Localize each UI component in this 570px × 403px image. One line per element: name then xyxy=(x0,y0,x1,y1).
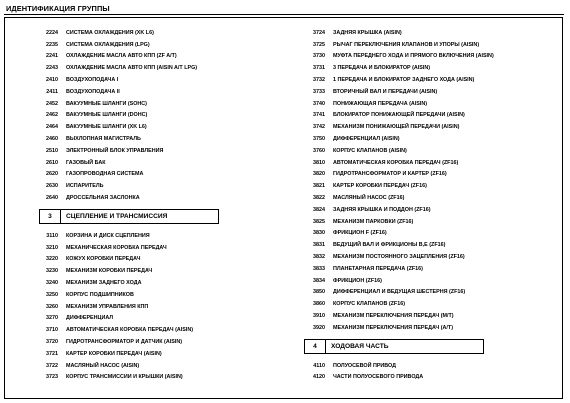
group-code: 3722 xyxy=(46,362,58,369)
section-title: ХОДОВАЯ ЧАСТЬ xyxy=(331,342,389,350)
group-name: ЗАДНЯЯ КРЫШКА (AISIN) xyxy=(333,29,402,36)
group-code: 2630 xyxy=(46,183,58,190)
group-name: КОРПУС КЛАПАНОВ (ZF16) xyxy=(333,301,406,308)
group-code: 3230 xyxy=(46,268,58,275)
group-item[interactable] xyxy=(303,180,565,192)
group-code: 2410 xyxy=(46,77,58,84)
group-code: 3731 xyxy=(313,65,325,72)
section-number: 3 xyxy=(40,210,61,223)
group-code: 3270 xyxy=(46,315,58,322)
group-code: 3732 xyxy=(313,77,325,84)
group-name: МАСЛЯНЫЙ НАСОС (ZF16) xyxy=(333,195,405,202)
group-code: 2510 xyxy=(46,147,58,154)
group-list xyxy=(36,230,294,383)
group-name: КАРТЕР КОРОБКИ ПЕРЕДАЧ (ZF16) xyxy=(333,183,427,190)
group-name: 1 ПЕРЕДАЧА И БЛОКИРАТОР ЗАДНЕГО ХОДА (AISIN) xyxy=(333,77,475,84)
group-name: ДРОССЕЛЬНАЯ ЗАСЛОНКА xyxy=(66,195,140,202)
group-item[interactable] xyxy=(303,298,565,310)
group-code: 3220 xyxy=(46,256,58,263)
group-name: ПЛАНЕТАРНАЯ ПЕРЕДАЧА (ZF16) xyxy=(333,265,423,272)
group-name: МЕХАНИЗМ УПРАВЛЕНИЯ КПП xyxy=(66,303,149,310)
group-item[interactable] xyxy=(36,324,294,336)
group-item[interactable] xyxy=(303,27,565,39)
group-code: 3834 xyxy=(313,277,325,284)
group-code: 3110 xyxy=(46,232,58,239)
group-code: 3821 xyxy=(313,183,325,190)
group-code: 2460 xyxy=(46,136,58,143)
group-code: 3860 xyxy=(313,301,325,308)
group-name: ВОЗДУХОПОДАЧА I xyxy=(66,77,119,84)
group-name: АВТОМАТИЧЕСКАЯ КОРОБКА ПЕРЕДАЧ (AISIN) xyxy=(66,327,194,334)
group-code: 3260 xyxy=(46,303,58,310)
group-name: ПОНИЖАЮЩАЯ ПЕРЕДАЧА (AISIN) xyxy=(333,100,428,107)
group-code: 4110 xyxy=(313,362,325,369)
group-item[interactable] xyxy=(303,360,565,372)
group-name: АВТОМАТИЧЕСКАЯ КОРОБКА ПЕРЕДАЧ (ZF16) xyxy=(333,159,459,166)
group-item[interactable] xyxy=(303,204,565,216)
group-item[interactable] xyxy=(303,74,565,86)
group-list xyxy=(303,27,565,334)
group-name: КОРЗИНА И ДИСК СЦЕПЛЕНИЯ xyxy=(66,232,150,239)
group-code: 2620 xyxy=(46,171,58,178)
group-code: 3750 xyxy=(313,136,325,143)
group-code: 2411 xyxy=(46,88,58,95)
group-item[interactable] xyxy=(303,287,565,299)
group-item[interactable] xyxy=(36,86,294,98)
group-code: 2462 xyxy=(46,112,58,119)
group-list xyxy=(36,27,294,204)
group-code: 3723 xyxy=(46,374,58,381)
group-code: 3742 xyxy=(313,124,325,131)
group-item[interactable] xyxy=(36,133,294,145)
group-item[interactable] xyxy=(303,86,565,98)
group-item[interactable] xyxy=(36,336,294,348)
group-code: 3740 xyxy=(313,100,325,107)
group-name: МЕХАНИЗМ ПОСТОЯННОГО ЗАЦЕПЛЕНИЯ (ZF16) xyxy=(333,254,465,261)
section-title: СЦЕПЛЕНИЕ И ТРАНСМИССИЯ xyxy=(66,212,168,220)
group-code: 3210 xyxy=(46,244,58,251)
group-code: 2243 xyxy=(46,65,58,72)
group-name: КОРПУС ТРАНСМИССИИ И КРЫШКИ (AISIN) xyxy=(66,374,183,381)
group-name: КОРПУС КЛАПАНОВ (AISIN) xyxy=(333,147,407,154)
left-column xyxy=(36,27,294,383)
section-number: 4 xyxy=(305,340,326,353)
right-column xyxy=(303,27,565,383)
group-name: ВАКУУМНЫЕ ШЛАНГИ (XK L6) xyxy=(66,124,147,131)
group-name: ГАЗОПРОВОДНАЯ СИСТЕМА xyxy=(66,171,144,178)
group-item[interactable] xyxy=(303,228,565,240)
group-item[interactable] xyxy=(303,192,565,204)
group-code: 3733 xyxy=(313,88,325,95)
group-item[interactable] xyxy=(36,265,294,277)
group-code: 3720 xyxy=(46,339,58,346)
group-name: МЕХАНИЧЕСКАЯ КОРОБКА ПЕРЕДАЧ xyxy=(66,244,167,251)
group-name: ВАКУУМНЫЕ ШЛАНГИ (SOHC) xyxy=(66,100,147,107)
group-name: МУФТА ПЕРЕДНЕГО ХОДА И ПРЯМОГО ВКЛЮЧЕНИЯ (AISIN) xyxy=(333,53,494,60)
group-code: 3920 xyxy=(313,324,325,331)
group-name: ВТОРИЧНЫЙ ВАЛ И ПЕРЕДАЧИ (AISIN) xyxy=(333,88,438,95)
group-code: 3850 xyxy=(313,289,325,296)
group-code: 3724 xyxy=(313,29,325,36)
group-name: ГАЗОВЫЙ БАК xyxy=(66,159,106,166)
group-item[interactable] xyxy=(36,110,294,122)
group-item[interactable] xyxy=(303,263,565,275)
group-item[interactable] xyxy=(36,360,294,372)
group-item[interactable] xyxy=(36,192,294,204)
group-item[interactable] xyxy=(303,275,565,287)
group-name: ЗАДНЯЯ КРЫШКА И ПОДДОН (ZF16) xyxy=(333,206,431,213)
group-item[interactable] xyxy=(303,62,565,74)
group-item[interactable] xyxy=(36,277,294,289)
group-item[interactable] xyxy=(303,169,565,181)
group-code: 3822 xyxy=(313,195,325,202)
group-code: 3824 xyxy=(313,206,325,213)
group-code: 3760 xyxy=(313,147,325,154)
group-name: СИСТЕМА ОХЛАЖДЕНИЯ (LPG) xyxy=(66,41,150,48)
group-item[interactable] xyxy=(36,313,294,325)
group-name: МЕХАНИЗМ ПЕРЕКЛЮЧЕНИЯ ПЕРЕДАЧ (A/T) xyxy=(333,324,453,331)
group-item[interactable] xyxy=(303,322,565,334)
group-name: МЕХАНИЗМ КОРОБКИ ПЕРЕДАЧ xyxy=(66,268,153,275)
group-code: 3825 xyxy=(313,218,325,225)
group-item[interactable] xyxy=(36,74,294,86)
group-item[interactable] xyxy=(36,230,294,242)
group-item[interactable] xyxy=(303,121,565,133)
group-name: МЕХАНИЗМ ПЕРЕКЛЮЧЕНИЯ ПЕРЕДАЧ (M/T) xyxy=(333,313,454,320)
group-item[interactable] xyxy=(303,98,565,110)
group-name: ГИДРОТРАНСФОРМАТОР И КАРТЕР (ZF16) xyxy=(333,171,447,178)
group-name: КОЖУХ КОРОБКИ ПЕРЕДАЧ xyxy=(66,256,141,263)
group-item[interactable] xyxy=(36,348,294,360)
group-code: 2241 xyxy=(46,53,58,60)
group-item[interactable] xyxy=(303,145,565,157)
group-name: МЕХАНИЗМ ПАРКОВКИ (ZF16) xyxy=(333,218,414,225)
group-name: БЛОКИРАТОР ПОНИЖАЮЩЕЙ ПЕРЕДАЧИ (AISIN) xyxy=(333,112,465,119)
group-item[interactable] xyxy=(36,62,294,74)
group-name: КОРПУС ПОДШИПНИКОВ xyxy=(66,291,134,298)
title-divider xyxy=(4,14,564,15)
group-code: 3832 xyxy=(313,254,325,261)
group-name: МЕХАНИЗМ ПОНИЖАЮЩЕЙ ПЕРЕДАЧИ (AISIN) xyxy=(333,124,460,131)
group-code: 2464 xyxy=(46,124,58,131)
group-name: КАРТЕР КОРОБКИ ПЕРЕДАЧ (AISIN) xyxy=(66,350,162,357)
group-name: 3 ПЕРЕДАЧА И БЛОКИРАТОР (AISIN) xyxy=(333,65,431,72)
group-name: ЭЛЕКТРОННЫЙ БЛОК УПРАВЛЕНИЯ xyxy=(66,147,164,154)
group-name: ВЫХЛОПНАЯ МАГИСТРАЛЬ xyxy=(66,136,141,143)
group-item[interactable] xyxy=(36,39,294,51)
group-code: 3910 xyxy=(313,313,325,320)
group-item[interactable] xyxy=(36,301,294,313)
group-item[interactable] xyxy=(303,251,565,263)
group-item[interactable] xyxy=(36,180,294,192)
group-code: 3725 xyxy=(313,41,325,48)
group-code: 3830 xyxy=(313,230,325,237)
group-code: 3240 xyxy=(46,280,58,287)
group-name: ДИФФЕРЕНЦИАЛ (AISIN) xyxy=(333,136,400,143)
group-name: ЧАСТИ ПОЛУОСЕВОГО ПРИВОДА xyxy=(333,374,424,381)
group-name: ФРИКЦИОН F (ZF16) xyxy=(333,230,387,237)
group-code: 3810 xyxy=(313,159,325,166)
group-name: ОХЛАЖДЕНИЕ МАСЛА АВТО КПП (AISIN A/T LPG) xyxy=(66,65,198,72)
group-item[interactable] xyxy=(303,51,565,63)
group-name: МАСЛЯНЫЙ НАСОС (AISIN) xyxy=(66,362,140,369)
group-name: МЕХАНИЗМ ЗАДНЕГО ХОДА xyxy=(66,280,142,287)
group-item[interactable] xyxy=(36,145,294,157)
group-name: ДИФФЕРЕНЦИАЛ И ВЕДУЩАЯ ШЕСТЕРНЯ (ZF16) xyxy=(333,289,466,296)
group-item[interactable] xyxy=(303,239,565,251)
group-code: 3730 xyxy=(313,53,325,60)
group-item[interactable] xyxy=(36,289,294,301)
group-name: ФРИКЦИОН (ZF16) xyxy=(333,277,382,284)
group-name: ИСПАРИТЕЛЬ xyxy=(66,183,104,190)
group-name: ВЕДУЩИЙ ВАЛ И ФРИКЦИОНЫ B,E (ZF16) xyxy=(333,242,446,249)
group-name: ПОЛУОСЕВОЙ ПРИВОД xyxy=(333,362,397,369)
group-code: 3833 xyxy=(313,265,325,272)
group-code: 2224 xyxy=(46,29,58,36)
group-name: ДИФФЕРЕНЦИАЛ xyxy=(66,315,114,322)
group-code: 2610 xyxy=(46,159,58,166)
group-name: СИСТЕМА ОХЛАЖДЕНИЯ (XK L6) xyxy=(66,29,154,36)
group-item[interactable] xyxy=(303,110,565,122)
page-title: ИДЕНТИФИКАЦИЯ ГРУППЫ xyxy=(6,4,110,13)
group-code: 2640 xyxy=(46,195,58,202)
group-code: 3250 xyxy=(46,291,58,298)
group-item[interactable] xyxy=(36,254,294,266)
group-item[interactable] xyxy=(303,310,565,322)
group-item[interactable] xyxy=(303,133,565,145)
group-code: 3741 xyxy=(313,112,325,119)
group-item[interactable] xyxy=(36,242,294,254)
group-name: РЫЧАГ ПЕРЕКЛЮЧЕНИЯ КЛАПАНОВ И УПОРЫ (AISIN) xyxy=(333,41,480,48)
group-item[interactable] xyxy=(303,39,565,51)
group-item[interactable] xyxy=(36,51,294,63)
group-code: 3820 xyxy=(313,171,325,178)
group-item[interactable] xyxy=(36,157,294,169)
group-code: 3710 xyxy=(46,327,58,334)
group-item[interactable] xyxy=(36,27,294,39)
group-name: ВОЗДУХОПОДАЧА II xyxy=(66,88,120,95)
group-name: ГИДРОТРАНСФОРМАТОР И ДАТЧИК (AISIN) xyxy=(66,339,183,346)
group-item[interactable] xyxy=(36,98,294,110)
group-item[interactable] xyxy=(303,372,565,384)
group-code: 2452 xyxy=(46,100,58,107)
group-item[interactable] xyxy=(36,121,294,133)
group-item[interactable] xyxy=(36,372,294,384)
group-code: 3831 xyxy=(313,242,325,249)
group-item[interactable] xyxy=(303,157,565,169)
section-header-3[interactable] xyxy=(39,209,219,224)
group-code: 4120 xyxy=(313,374,325,381)
group-name: ОХЛАЖДЕНИЕ МАСЛА АВТО КПП (ZF A/T) xyxy=(66,53,177,60)
group-list xyxy=(303,360,565,384)
group-item[interactable] xyxy=(36,169,294,181)
group-code: 3721 xyxy=(46,350,58,357)
section-header-4[interactable] xyxy=(304,339,484,354)
group-item[interactable] xyxy=(303,216,565,228)
group-code: 2235 xyxy=(46,41,58,48)
group-name: ВАКУУМНЫЕ ШЛАНГИ (DOHC) xyxy=(66,112,148,119)
